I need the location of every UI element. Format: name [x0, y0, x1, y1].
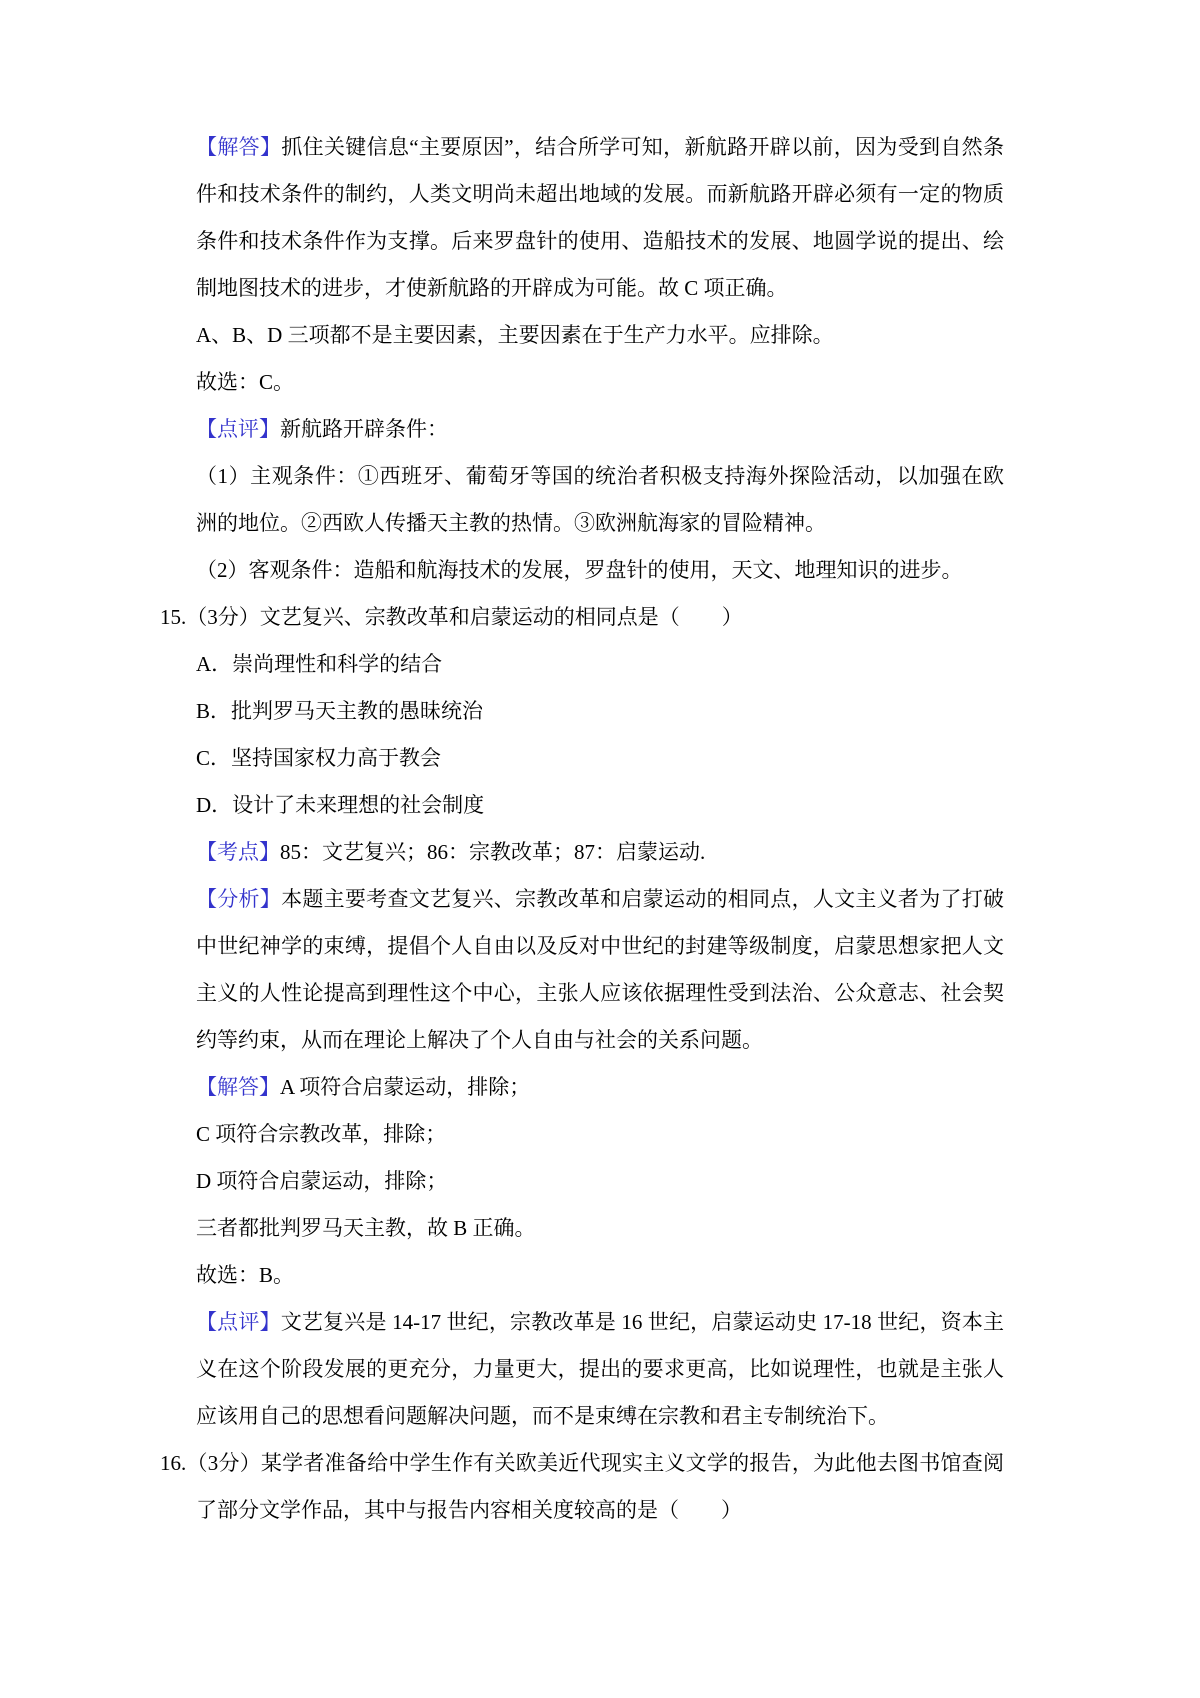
paragraph-text: C 项符合宗教改革，排除； — [196, 1122, 447, 1146]
paragraph-subjective-conditions — [196, 453, 1004, 547]
paragraph-text: 新航路开辟条件： — [280, 417, 448, 441]
paragraph-text: D 项符合启蒙运动，排除； — [196, 1169, 448, 1193]
answer-tag: 【解答】 — [196, 1075, 280, 1099]
question-text: 16.（3分）某学者准备给中学生作有关欧美近代现实主义文学的报告，为此他去图书馆查阅了部分文学作品，其中与报告内容相关度较高的是（ ） — [160, 1451, 1004, 1522]
chosen-answer-q15 — [196, 1252, 1004, 1299]
paragraph-text: 抓住关键信息“主要原因”，结合所学可知，新航路开辟以前，因为受到自然条件和技术条件的制约，人类文明尚未超出地域的发展。而新航路开辟必须有一定的物质条件和技术条件作为支撑。后来罗盘针的使用、造船技术的发展、地圆学说的提出、绘制地图技术的进步，才使新航路的开辟成为可能。故 C 项正确。 — [196, 135, 1005, 300]
comment-tag: 【点评】 — [196, 417, 280, 441]
paragraph-text: 故选：B。 — [196, 1263, 295, 1287]
paragraph-text: （1）主观条件：①西班牙、葡萄牙等国的统治者积极支持海外探险活动，以加强在欧洲的地位。②西欧人传播天主教的热情。③欧洲航海家的冒险精神。 — [196, 464, 1004, 535]
paragraph-correct-b-q15 — [196, 1205, 1004, 1252]
paragraph-text: 本题主要考查文艺复兴、宗教改革和启蒙运动的相同点，人文主义者为了打破中世纪神学的束缚，提倡个人自由以及反对中世纪的封建等级制度，启蒙思想家把人文主义的人性论提高到理性这个中心，主张人应该依据理性受到法治、公众意志、社会契约等约束，从而在理论上解决了个人自由与社会的关系问题。 — [196, 887, 1005, 1052]
paragraph-text: （2）客观条件：造船和航海技术的发展，罗盘针的使用，天文、地理知识的进步。 — [196, 558, 963, 582]
analysis-tag: 【分析】 — [196, 887, 282, 911]
keypoint-tag: 【考点】 — [196, 840, 280, 864]
paragraph-text: A 项符合启蒙运动，排除； — [280, 1075, 531, 1099]
paragraph-exclude-c-q15 — [196, 1111, 1004, 1158]
option-text: C．坚持国家权力高于教会 — [196, 746, 442, 770]
question-15 — [160, 594, 1004, 641]
answer-tag: 【解答】 — [196, 135, 282, 159]
paragraph-elimination-q14 — [196, 312, 1004, 359]
option-text: A．崇尚理性和科学的结合 — [196, 652, 443, 676]
paragraph-text: 85：文艺复兴；86：宗教改革；87：启蒙运动. — [280, 840, 706, 864]
paragraph-objective-conditions — [196, 547, 1004, 594]
paragraph-answer-q14 — [196, 124, 1004, 312]
paragraph-exclude-d-q15 — [196, 1158, 1004, 1205]
option-text: B．批判罗马天主教的愚昧统治 — [196, 699, 484, 723]
chosen-answer-q14 — [196, 359, 1004, 406]
paragraph-comment-q14 — [196, 406, 1004, 453]
paragraph-keypoints-q15 — [196, 829, 1004, 876]
question-text: 15.（3分）文艺复兴、宗教改革和启蒙运动的相同点是（ ） — [160, 605, 743, 629]
question-15-option-b — [196, 688, 1004, 735]
paragraph-comment-q15 — [196, 1299, 1004, 1440]
paragraph-text: 文艺复兴是 14‐17 世纪，宗教改革是 16 世纪，启蒙运动史 17‐18 世纪，资本主义在这个阶段发展的更充分，力量更大，提出的要求更高，比如说理性，也就是主张人应该用自己的思想看问题解决问题，而不是束缚在宗教和君主专制统治下。 — [196, 1310, 1005, 1428]
option-text: D．设计了未来理想的社会制度 — [196, 793, 485, 817]
paragraph-text: 故选：C。 — [196, 370, 295, 394]
paragraph-answer-q15 — [196, 1064, 1004, 1111]
comment-tag: 【点评】 — [196, 1310, 281, 1334]
question-16 — [160, 1440, 1004, 1534]
paragraph-text: A、B、D 三项都不是主要因素，主要因素在于生产力水平。应排除。 — [196, 323, 834, 347]
question-15-option-a — [196, 641, 1004, 688]
paragraph-analysis-q15 — [196, 876, 1004, 1064]
question-15-option-c — [196, 735, 1004, 782]
question-15-option-d — [196, 782, 1004, 829]
paragraph-text: 三者都批判罗马天主教，故 B 正确。 — [196, 1216, 536, 1240]
